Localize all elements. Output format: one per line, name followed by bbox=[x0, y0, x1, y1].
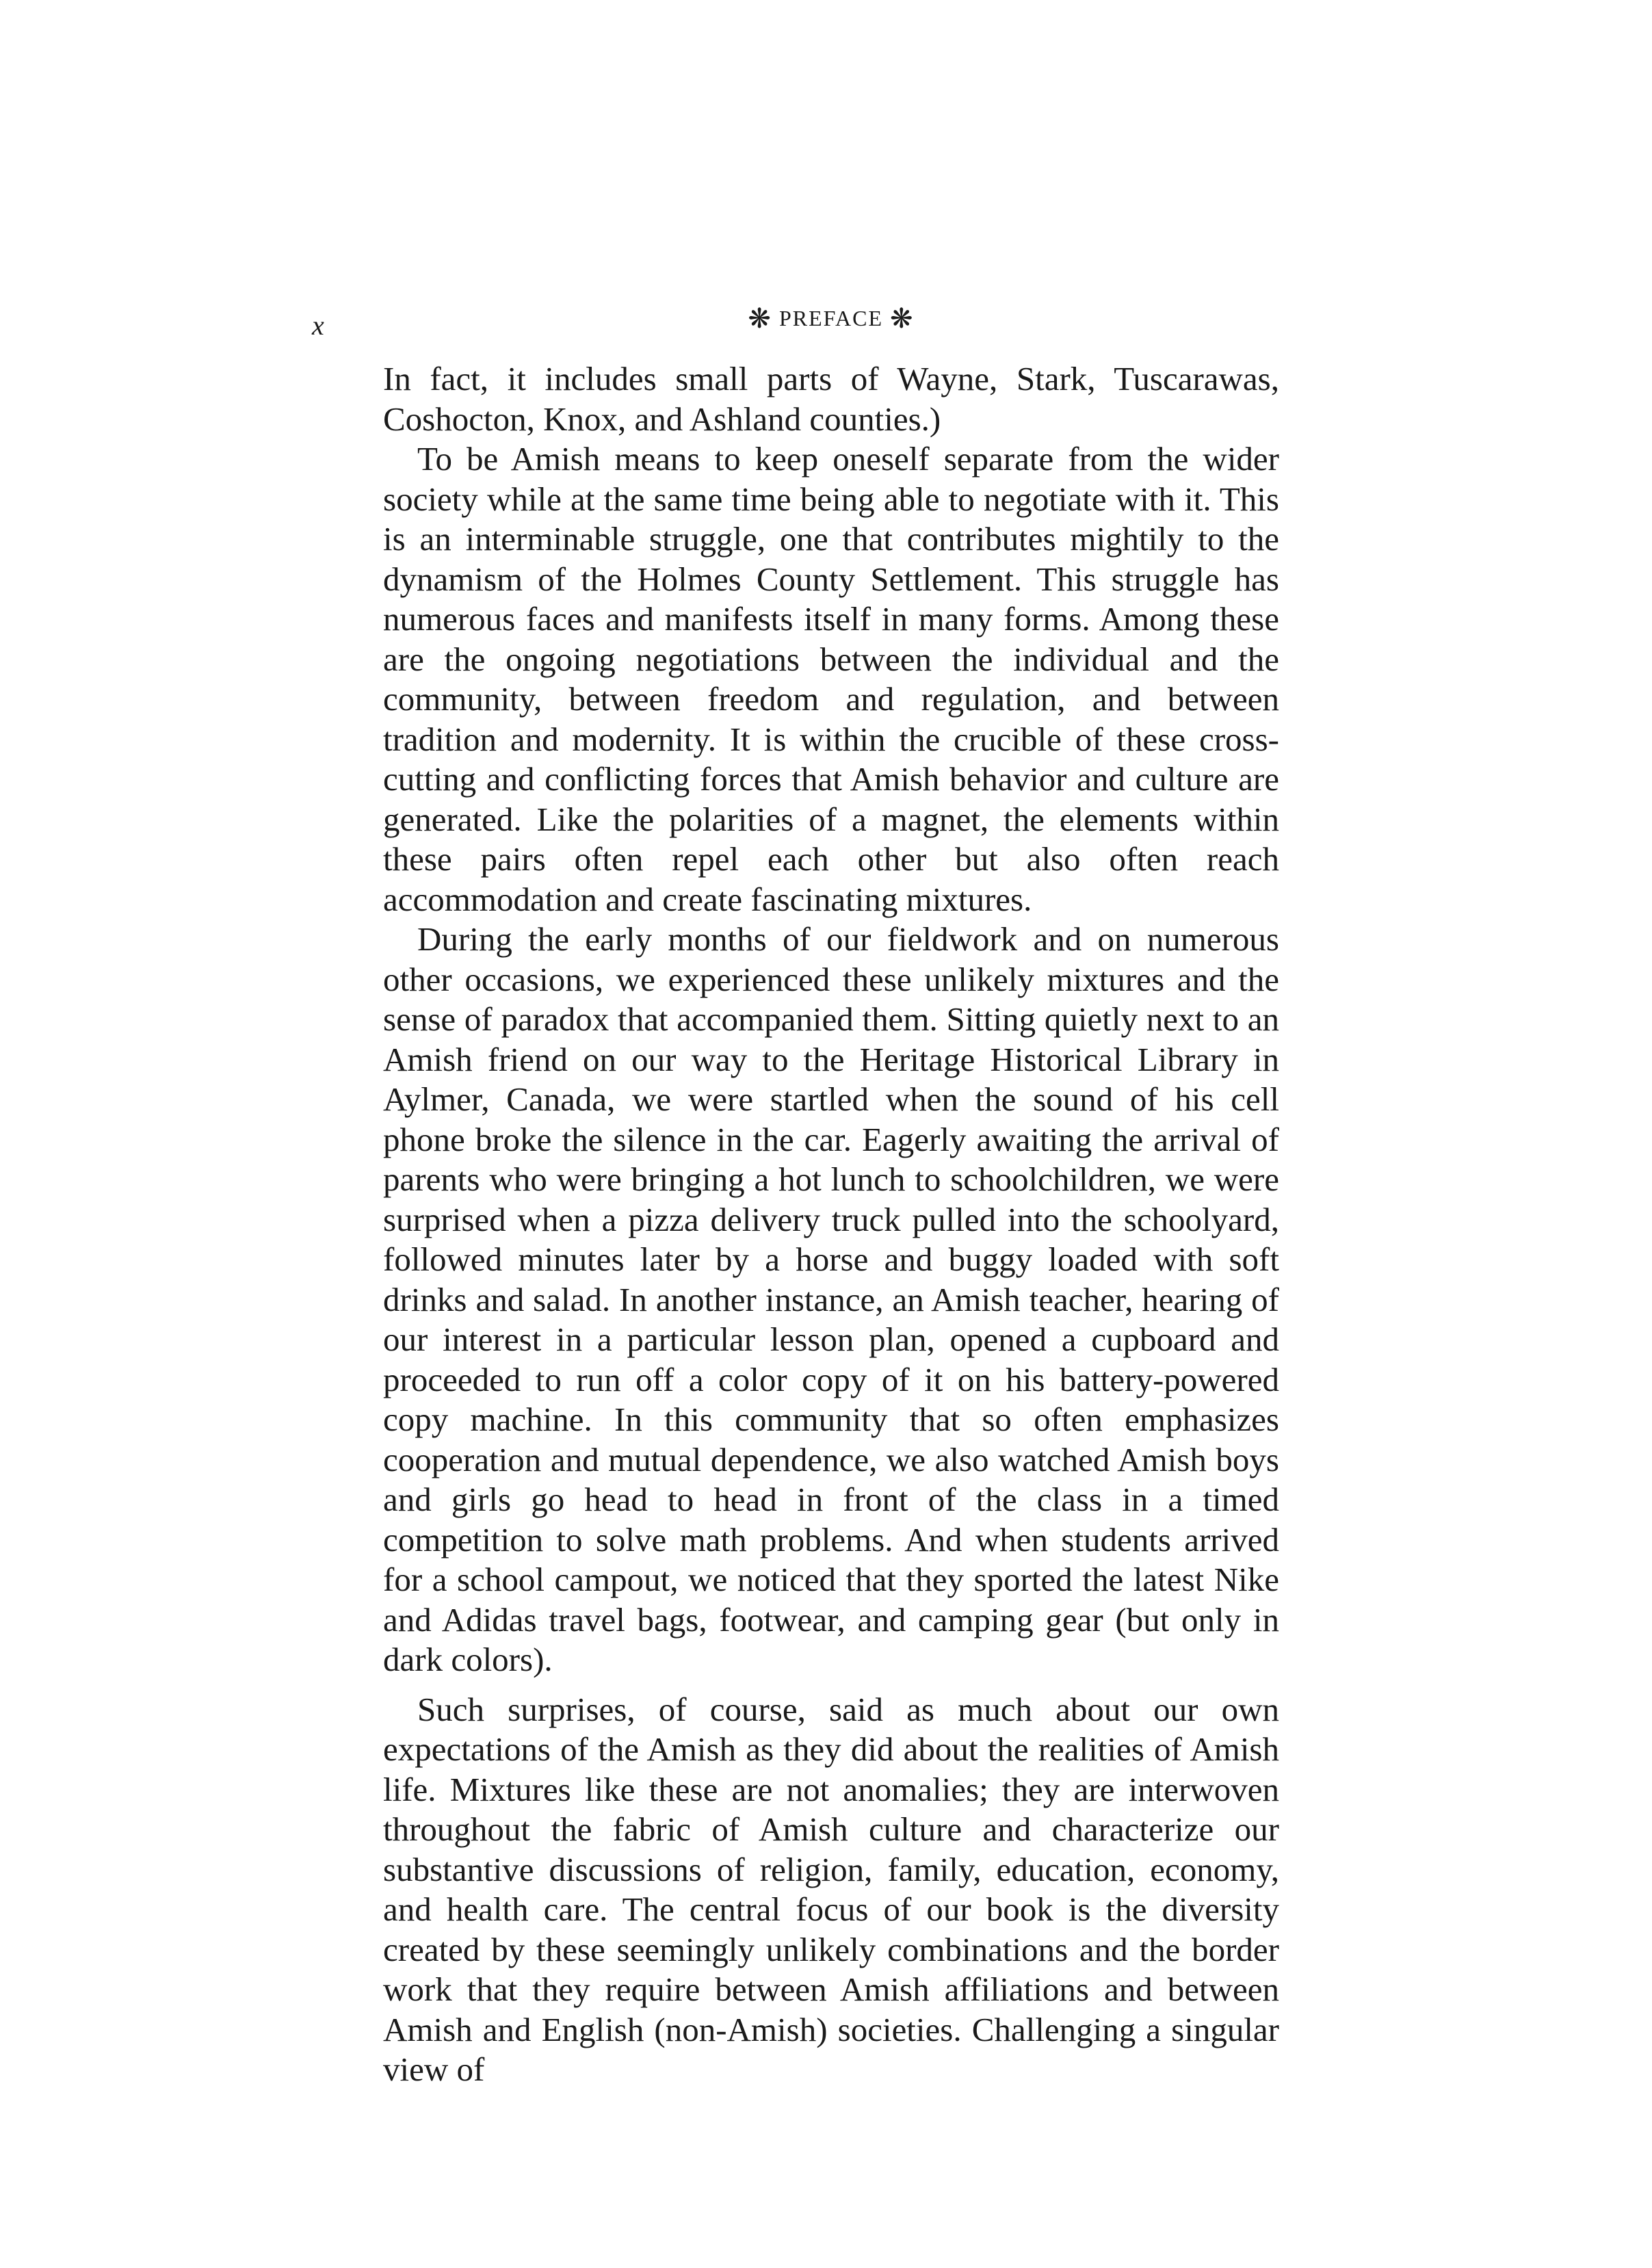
body-text bbox=[383, 359, 1279, 2090]
paragraph: During the early months of our fieldwork and on numerous other occasions, we experienced these unlikely mixtures and the sense of paradox that accompanied them. Sitting quietly next to an Amish friend on our way to the Heritage Historical Library in Aylmer, Canada, we were startled when the sound of his cell phone broke the silence in the car. Eagerly awaiting the arrival of parents who were bringing a hot lunch to schoolchildren, we were surprised when a pizza delivery truck pulled into the schoolyard, followed minutes later by a horse and buggy loaded with soft drinks and salad. In another instance, an Amish teacher, hearing of our interest in a particular lesson plan, opened a cupboard and proceeded to run off a color copy of it on his battery-powered copy machine. In this community that so often emphasizes cooperation and mutual dependence, we also watched Amish boys and girls go head to head in front of the class in a timed competition to solve math problems. And when students arrived for a school campout, we noticed that they sported the latest Nike and Adidas travel bags, footwear, and camping gear (but only in dark colors). bbox=[383, 920, 1279, 1678]
ornament-left-icon: ❋ bbox=[748, 303, 772, 334]
paragraph: To be Amish means to keep oneself separate from the wider society while at the same time being able to negotiate with it. This is an interminable struggle, one that contributes mightily to the dynamism of the Holmes County Settlement. This struggle has numerous faces and manifests itself in many forms. Among these are the ongoing negotiations between the individual and the community, between freedom and regulation, and between tradition and modernity. It is within the crucible of these cross-cutting and conflicting forces that Amish behavior and culture are generated. Like the polarities of a magnet, the elements within these pairs often repel each other but also often reach accommodation and create fascinating mixtures. bbox=[383, 440, 1279, 918]
paragraph: Such surprises, of course, said as much about our own expectations of the Amish as they did about the realities of Amish life. Mixtures like these are not anomalies; they are interwoven throughout the fabric of Amish culture and characterize our substantive discussions of religion, family, education, economy, and health care. The central focus of our book is the diversity created by these seemingly unlikely combinations and the border work that they require between Amish affiliations and between Amish and English (non-Amish) societies. Challenging a singular view of bbox=[383, 1690, 1279, 2088]
ornament-right-icon: ❋ bbox=[890, 303, 915, 334]
running-head bbox=[383, 305, 1279, 333]
page-number: x bbox=[312, 310, 324, 341]
running-head-title: PREFACE bbox=[778, 306, 884, 330]
paragraph-continued: In fact, it includes small parts of Wayne, Stark, Tuscarawas, Coshocton, Knox, and Ashland counties.) bbox=[383, 360, 1279, 438]
